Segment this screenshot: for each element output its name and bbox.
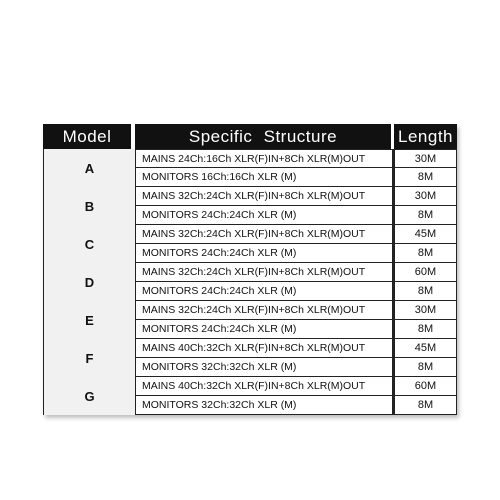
length-cell: 8M [394, 358, 457, 377]
length-cell: 8M [394, 168, 457, 187]
model-group [43, 377, 457, 415]
model-cell: B [44, 187, 135, 225]
length-cell: 30M [394, 187, 457, 206]
header-structure: Specific Structure [135, 124, 391, 149]
spec-table [43, 124, 457, 415]
table-body [43, 149, 457, 415]
model-group [43, 225, 457, 263]
table-row [135, 301, 457, 320]
table-row [135, 263, 457, 282]
length-cell: 60M [394, 377, 457, 396]
model-group [43, 301, 457, 339]
structure-cell: MONITORS 24Ch:24Ch XLR (M) [135, 244, 394, 263]
header-model: Model [43, 124, 131, 149]
structure-cell: MONITORS 16Ch:16Ch XLR (M) [135, 168, 394, 187]
length-cell: 60M [394, 263, 457, 282]
structure-cell: MONITORS 24Ch:24Ch XLR (M) [135, 206, 394, 225]
model-cell: G [44, 377, 135, 415]
length-cell: 45M [394, 339, 457, 358]
length-cell: 8M [394, 396, 457, 415]
length-cell: 30M [394, 149, 457, 168]
structure-cell: MONITORS 24Ch:24Ch XLR (M) [135, 282, 394, 301]
header-length: Length [394, 124, 457, 149]
length-cell: 8M [394, 244, 457, 263]
length-cell: 45M [394, 225, 457, 244]
structure-cell: MAINS 40Ch:32Ch XLR(F)IN+8Ch XLR(M)OUT [135, 377, 394, 396]
model-group [43, 339, 457, 377]
table-row [135, 244, 457, 263]
model-group [43, 263, 457, 301]
length-cell: 8M [394, 282, 457, 301]
length-cell: 30M [394, 301, 457, 320]
model-cell: F [44, 339, 135, 377]
table-row [135, 187, 457, 206]
structure-cell: MONITORS 32Ch:32Ch XLR (M) [135, 396, 394, 415]
structure-cell: MAINS 32Ch:24Ch XLR(F)IN+8Ch XLR(M)OUT [135, 187, 394, 206]
model-group [43, 187, 457, 225]
table-row [135, 358, 457, 377]
table-row [135, 320, 457, 339]
structure-cell: MAINS 32Ch:24Ch XLR(F)IN+8Ch XLR(M)OUT [135, 301, 394, 320]
model-cell: A [44, 149, 135, 187]
structure-cell: MONITORS 32Ch:32Ch XLR (M) [135, 358, 394, 377]
table-row [135, 149, 457, 168]
table-row [135, 282, 457, 301]
table-row [135, 377, 457, 396]
structure-cell: MAINS 32Ch:24Ch XLR(F)IN+8Ch XLR(M)OUT [135, 225, 394, 244]
model-cell: E [44, 301, 135, 339]
table-row [135, 339, 457, 358]
table-row [135, 206, 457, 225]
structure-cell: MAINS 40Ch:32Ch XLR(F)IN+8Ch XLR(M)OUT [135, 339, 394, 358]
model-cell: C [44, 225, 135, 263]
model-cell: D [44, 263, 135, 301]
table-row [135, 396, 457, 415]
structure-cell: MONITORS 24Ch:24Ch XLR (M) [135, 320, 394, 339]
table-row [135, 168, 457, 187]
table-row [135, 225, 457, 244]
length-cell: 8M [394, 320, 457, 339]
model-group [43, 149, 457, 187]
structure-cell: MAINS 24Ch:16Ch XLR(F)IN+8Ch XLR(M)OUT [135, 149, 394, 168]
structure-cell: MAINS 32Ch:24Ch XLR(F)IN+8Ch XLR(M)OUT [135, 263, 394, 282]
table-header [43, 124, 457, 149]
length-cell: 8M [394, 206, 457, 225]
